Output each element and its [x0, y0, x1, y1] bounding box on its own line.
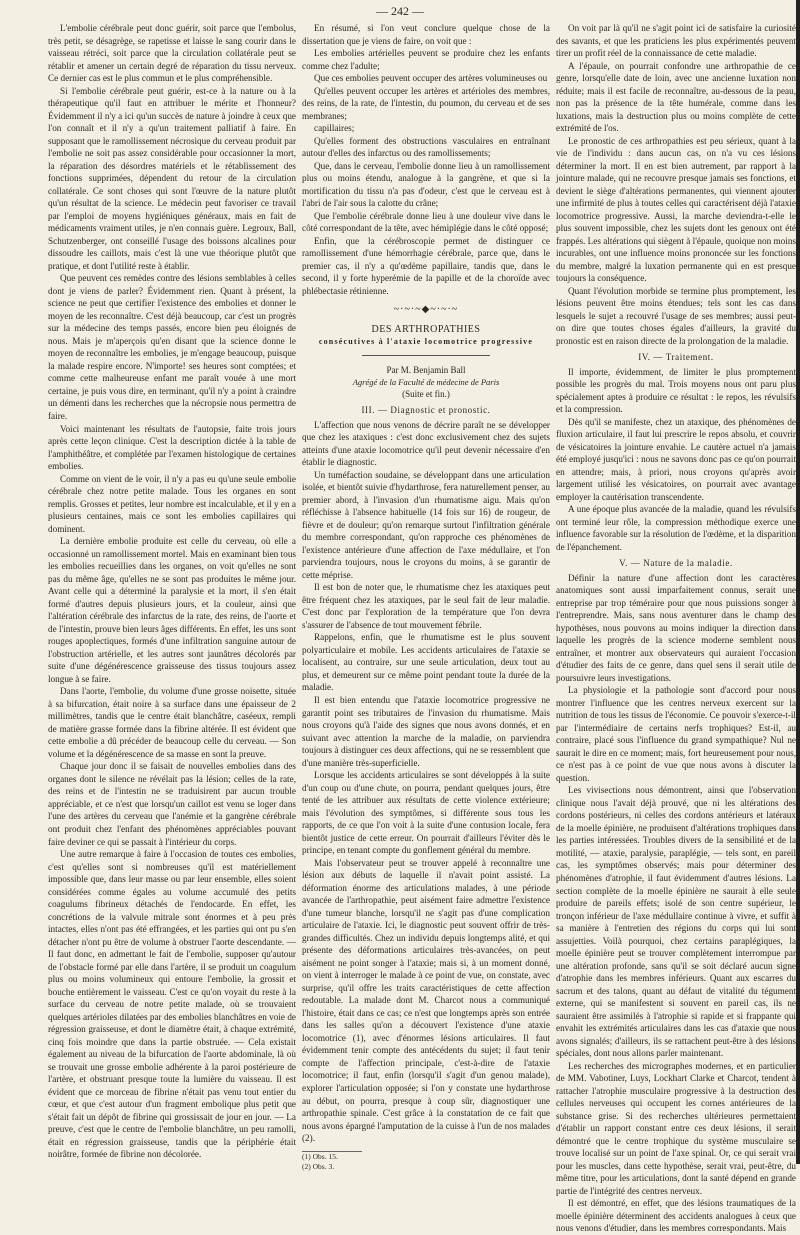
- paragraph: Qu'elles peuvent occuper les artères et artérioles des membres, des reins, de la rate, de l'intestin, du poumon, du cerveau et de ses membranes;: [302, 85, 550, 121]
- paragraph: Quant l'évolution morbide se termine plus promptement, les lésions peuvent être moins étendues; tels sont les cas dans lesquels le sujet a recouvré l'usage de ses membres; aussi peut-on dire que toutes choses égales d'ailleurs, la gravité du pronostic est en raison directe de la prolongation de la maladie.: [556, 285, 796, 346]
- paragraph: Il est démontré, en effet, que des lésions traumatiques de la moelle épinière déterminent des accidents analogues à ceux que nous venons d'étudier, dans les membres correspondants. Mais: [556, 1198, 796, 1234]
- paragraph: A une époque plus avancée de la maladie, quand les révulsifs ont terminé leur rôle, la compression méthodique exerce une influence favorable sur la résolution de l'œdème, et la disparition de l'épanchement.: [556, 504, 796, 552]
- paragraph: Dans l'aorte, l'embolie, du volume d'une grosse noisette, située à sa bifurcation, était noire à sa surface dans une épaisseur de 2 millimètres, tandis que le centre était blanchâtre, caséeux, rempli de matière grasse formée dans la fibrine altérée. Il est évident que cette embolie a dû précéder de beaucoup celle du cerveau. — Son volume et la dégénérescence de sa masse en sont la preuve.: [48, 686, 296, 759]
- column-2: [302, 22, 550, 1171]
- page-number: — 242 —: [376, 4, 424, 18]
- paragraph: Que l'embolie cérébrale donne lieu à une douleur vive dans le côté correspondant de la tête, avec hémiplégie dans le côté opposé;: [302, 210, 550, 234]
- paragraph: Les recherches des micrographes modernes, et en particulier de MM. Vabotiner, Luys, Lockhart Clarke et Charcot, tendent à rattacher l'atrophie musculaire progressive à la destruction des cellules nerveuses qui occupent les cornes antérieures de la substance grise. Si des recherches ultérieures permettaient d'établir un rapport constant entre ces deux lésions, il serait démontré que le centre trophique du système musculaire se trouve localisé sur un point de l'axe spinal. Or, ce qui serait vrai pour les muscles, dans cette hypothèse, serait vrai, peut-être, du même titre, pour les articulations, dont la santé dépend en grande partie de l'intégrité des centres nerveux.: [556, 1060, 796, 1196]
- paragraph: Qu'elles forment des obstructions vasculaires en entraînant autour d'elles des infarctus ou des ramollissements;: [302, 135, 550, 159]
- paragraph: En résumé, si l'on veut conclure quelque chose de la dissertation que je viens de faire, on voit que :: [302, 23, 550, 46]
- paragraph: Que peuvent ces remèdes contre des lésions semblables à celles dont je viens de parler? Évidemment rien. Quant à présent, la science ne peut que certifier l'existence des embolies et donner le moyen de les reconnaître. C'est déjà beaucoup, car c'est un progrès sur la médecine des temps passés, encore bien peu éloignés de nous. Mais je m'aperçois qu'en disant que la science donne le moyen de reconnaître les embolies, je m'engage beaucoup, puisque la malade respire encore. N'importe! ses heures sont comptées; et comme cette malheureuse enfant me paraît vouée à une mort certaine, je puis vous dire, en terminant, qu'il n'y a point à craindre un démenti dans les recherches que la nécropsie nous permettra de faire.: [48, 273, 296, 421]
- paragraph: Rappelons, enfin, que le rhumatisme est le plus souvent polyarticulaire et mobile. Les accidents articulaires de l'ataxie se localisent, au contraire, sur une seule articulation, deux tout au plus, et demeurent sur ce même point pendant toute la durée de la maladie.: [302, 632, 550, 693]
- paragraph: La dernière embolie produite est celle du cerveau, où elle a occasionné un ramollissement mortel. Mais en examinant bien tous les embolies recueillies dans les organes, on voit qu'elles ne sont pas du même âge, qu'elles ne se sont pas produites le même jour. Avant celle qui a déterminé la paralysie et la mort, il s'en était formé d'autres depuis plusieurs jours, et la couleur, ainsi que l'altération cérébrale des infarctus de la rate, des reins, de l'aorte et de l'intestin, prouve bien leurs âges différents. En effet, les uns sont rouges apoplectiques, formés d'une infiltration sanguine autour de l'obstruction artérielle, et les autres sont jaunâtres décolorés par suite d'une dégénérescence graisseuse des tissus toujours assez longue à se faire.: [48, 536, 296, 684]
- article-title: DES ARTHROPATHIES: [371, 323, 481, 335]
- column-3: [556, 22, 796, 1234]
- paragraph: Que ces embolies peuvent occuper des artères volumineuses ou: [314, 73, 548, 84]
- paragraph: La physiologie et la pathologie sont d'accord pour nous montrer l'influence que les centres nerveux exercent sur la nutrition de tous les tissus de l'économie. Ce pouvoir s'exerce-t-il par l'intermédiaire de certains nerfs trophiques? Est-il, au contraire, placé sous l'influence du grand sympathique? Nul ne saurait le dire en ce moment; mais, fort heureusement pour nous, ce n'est pas à ce point de vue que nous avons à discuter la question.: [556, 685, 796, 783]
- paragraph: Il est bien entendu que l'ataxie locomotrice progressive ne garantit point ses tributaires de l'invasion du rhumatisme. Mais nous croyons qu'à l'aide des signes que nous avons donnés, et en suivant avec attention la marche de la maladie, on parviendra toujours à distinguer ces deux affections, qui ne se ressemblent que d'une manière très-superficielle.: [302, 695, 550, 768]
- paragraph: Les vivisections nous démontrent, ainsi que l'observation clinique nous l'avait déjà prouvé, que ni les altérations des cordons postérieurs, ni celles des cordons antérieurs et latéraux de la moelle épinière, ne produisent d'altérations trophiques dans les parties intéressées. Troubles divers de la sensibilité et de la motilité, — ataxie, paralysie, paraplégie, — tels sont, en pareil cas, les symptômes observés; mais pour déterminer des phénomènes d'atrophie, il faut évidemment d'autres lésions. La section complète de la moelle épinière ne saurait à elle seule produire de pareils effets; isolé de son centre supérieur, le tronçon inférieur de l'axe médullaire continue à vivre, et suffit à sa manière à l'entretien des régions du corps qui lui sont assujetties. Voilà pourquoi, chez certains paraplégiques, la moelle épinière peut se trouver complètement interrompue par une altération profonde, sans qu'il se soit déclaré aucun signe d'atrophie dans les membres inférieurs. Quant aux escarres du sacrum et des talons, quant au défaut de vitalité du tégument externe, qui se manifestent si souvent en pareil cas, ils ne sauraient être assimilés à l'atrophie si rapide et si frappante qui envahit les extrémités articulaires dans les cas d'ataxie que nous avons signalés; d'ailleurs, ils se rattachent peut-être à des lésions spéciales, dont nous allons parler maintenant.: [556, 785, 796, 1059]
- paragraph: Chaque jour donc il se faisait de nouvelles embolies dans des organes dont le silence ne révélait pas la lésion; celles de la rate, des reins et de l'intestin ne se traduisirent par aucun trouble appréciable, et ce n'est que lorsqu'un caillot est venu se loger dans l'une des artères du cerveau que l'anémie et la gangrène cérébrale ont produit chez l'enfant des phénomènes appréciables pouvant faire deviner ce qui se passait à l'intérieur du corps.: [48, 761, 296, 847]
- paragraph: Enfin, que la cérébroscopie permet de distinguer ce ramollissement d'une hémorrhagie cérébrale, parce que, dans le premier cas, il n'y a qu'œdème papillaire, tandis que, dans le second, il y forte hyperémie de la papille et de la choroïde avec phlébectasie rétinienne.: [302, 235, 550, 296]
- paragraph: On voit par là qu'il ne s'agit point ici de satisfaire la curiosité des savants, et que les praticiens les plus expérimentés peuvent tirer un profit réel de la connaissance de cette maladie.: [556, 23, 796, 59]
- paragraph: Que, dans le cerveau, l'embolie donne lieu à un ramollissement plus ou moins étendu, analogue à la gangrène, et que si la mortification du tissu n'a pas d'odeur, c'est que le cerveau est à l'abri de l'air sous la calotte du crâne;: [302, 160, 550, 209]
- column-1: [48, 22, 296, 1160]
- paragraph: Le pronostic de ces arthropathies est peu sérieux, quant à la vie de l'individu : dans aucun cas, on n'a vu ces lésions déterminer la mort. Il en est bien autrement, par rapport à la jointure malade, qui ne recouvre presque jamais ses fonctions, et devient le siège d'altérations permanentes, qui viennent ajouter une infirmité de plus à toutes celles qui caractérisent déjà l'ataxie locomotrice progressive. Aussi, la marche deviendra-t-elle le plus souvent impossible, chez les sujets dont les genoux ont été frappés. Les altérations qui siègent à l'épaule, quoique non moins incurables, ont une influence moins prononcée sur les fonctions du membre, malgré la luxation permanente qui en est presque toujours la conséquence.: [556, 135, 796, 284]
- ornament-divider: ~·~·~◆~·~·~: [393, 304, 459, 316]
- paragraph: Il importe, évidemment, de limiter le plus promptement possible les progrès du mal. Trois moyens nous ont paru plus spécialement aptes à produire ce résultat : le repos, les révulsifs et la compression.: [556, 366, 796, 415]
- section-heading: III. — Diagnostic et pronostic.: [361, 405, 491, 416]
- paragraph: Comme on vient de le voir, il n'y a pas eu qu'une seule embolie cérébrale chez notre petite malade. Tous les organes en sont remplis. Grosses et petites, leur nombre est incalculable, et il y en a plusieurs centaines, mais ce sont les embolies capillaires qui dominent.: [48, 473, 296, 534]
- paragraph: Une autre remarque à faire à l'occasion de toutes ces embolies, c'est qu'elles sont si nombreuses qu'il est matériellement impossible que, dans leur masse ou par leur ensemble, elles soient considérées comme égales au volume accumulé des petits coagulums fibrineux détachés de l'endocarde. En effet, les concrétions de la valvule mitrale sont énormes et à peu près intactes, elles n'ont pas été effrangées, et les parties qui ont pu s'en détacher n'ont pu être de volume à obstruer l'aorte descendante. — Il faut donc, en admettant le fait de l'embolie, supposer qu'autour de l'obstacle formé par elle dans l'artère, il se produit un coagulum plus ou moins volumineux qui entoure l'embolie, la grossit et bouche entièrement le vaisseau. C'est ce qu'on voyait du reste à la surface du cerveau de notre petite malade, où se trouvaient quelques artérioles dilatées par des embolies blanchâtres en voie de régression graisseuse, et dont le diamètre était, à chaque extrémité, cinq fois moindre que dans la partie obstruée. — Cela existait également au niveau de la bifurcation de l'aorte abdominale, là où se trouvait une grosse embolie adhérente à la paroi postérieure de l'artère, et obstruant presque toute la lumière du vaisseau. Il est évident que ce morceau de fibrine n'était pas venu tout entier du cœur, et que c'est autour d'un fragment embolique plus petit que s'était fait un dépôt de fibrine qui grossissait de jour en jour. — La preuve, c'est que le centre de l'embolie blanchâtre, un peu ramolli, était en régression graisseuse, tandis que la périphérie était noirâtre, formée de fibrine non décolorée.: [48, 849, 296, 1160]
- paragraph: Dès qu'il se manifeste, chez un ataxique, des phénomènes de fluxion articulaire, il faut lui prescrire le repos absolu, et couvrir de vésicatoires la jointure envahie. Le cautère actuel n'a jamais été employé jusqu'ici : nous ne savons donc pas ce qu'on pourrait en attendre; mais, à priori, nous croyons qu'après avoir largement utilisé les vésicatoires, on pourrait avec avantage employer la cautérisation transcendente.: [556, 416, 796, 502]
- footnote: (1) Obs. 15.: [302, 1151, 338, 1161]
- paragraph: Définir la nature d'une affection dont les caractères anatomiques sont aussi imparfaitement connus, serait une entreprise par trop téméraire pour que nous puissions songer à l'entreprendre. Mais, sans nous aventurer dans le champ des hypothèses, nous pouvons au moins indiquer la direction dans laquelle les progrès de la science moderne semblent nous entraîner, et montrer aux observateurs qui auraient l'occasion d'étudier des faits de ce genre, dans quel sens il serait utile de poursuivre leurs investigations.: [556, 572, 796, 683]
- article-subtitle: consécutives à l'ataxie locomotrice progressive: [318, 336, 534, 346]
- paragraph: L'affection que nous venons de décrire paraît ne se développer que chez les ataxiques : c'est donc exclusivement chez des sujets atteints d'une ataxie locomotrice qu'il peut devenir nécessaire d'en établir le diagnostic.: [302, 419, 550, 468]
- paragraph: Un tuméfaction soudaine, se développant dans une articulation isolée, et bientôt suivie d'hydarthrose, fera naturellement penser, au premier abord, à l'invasion d'un rhumatisme aigu. Mais qu'on réfléchisse à l'absence habituelle (14 fois sur 16) de rougeur, de fièvre et de douleur; qu'on remarque surtout l'infiltration générale du membre correspondant, qu'on rapproche ces phénomènes de l'existence antérieure d'une affection de l'axe médullaire, et l'on parviendra toujours, nous le croyons du moins, à se garantir de cette méprise.: [302, 469, 550, 580]
- paragraph: Voici maintenant les résultats de l'autopsie, faite trois jours après cette leçon clinique. C'est la description dictée à la table de l'amphithéâtre, et complétée par l'examen histologique de certaines embolies.: [48, 423, 296, 472]
- section-heading: IV. — Traitement.: [638, 352, 714, 363]
- paragraph: A l'épaule, on pourrait confondre une arthropathie de ce genre, lorsqu'elle date de loin, avec une ancienne luxation non réduite; mais il est facile de reconnaître, au-dessous de la peau, non pas la présence de la tête humérale, comme dans les luxations, mais la destruction plus ou moins complète de cette extrémité de l'os.: [556, 60, 796, 134]
- section-heading: V. — Nature de la maladie.: [619, 558, 733, 569]
- paragraph: L'embolie cérébrale peut donc guérir, soit parce que l'embolus, très petit, se désagrège, se rapetisse et laisse le sang courir dans le vaisseau rétréci, soit parce que la circulation collatérale peut se rétablir et amener un certain degré de réparation du tissu nerveux. Ce dernier cas est le plus commun et le plus compréhensible.: [48, 23, 296, 84]
- article-author: Par M. Benjamin Ball: [386, 365, 466, 376]
- paragraph: Les embolies artérielles peuvent se produire chez les enfants comme chez l'adulte;: [302, 48, 550, 71]
- binding-edge: [796, 0, 800, 1164]
- paragraph: capillaires;: [314, 123, 355, 134]
- paragraph: Lorsque les accidents articulaires se sont développés à la suite d'un coup ou d'une chute, on pourra, pendant quelques jours, être tenté de les attribuer aux résultats de cette violence extérieure; mais l'évolution des symptômes, si différente sous tous les rapports, de ce que l'on voit à la suite d'une contusion locale, fera bientôt justice de cette erreur. On pourrait d'ailleurs l'éviter dès le principe, en tenant compte du gonflement général du membre.: [302, 770, 550, 856]
- author-affiliation: Agrégé de la Faculté de médecine de Paris: [352, 376, 500, 387]
- footnote: (2) Obs. 3.: [302, 1161, 335, 1171]
- paragraph: Si l'embolie cérébrale peut guérir, est-ce à la nature ou à la thérapeutique qu'il faut en attribuer le mérite et l'honneur? Évidemment il n'y a ici qu'un succès de nature à joindre à ceux que l'on connaît et il n'y a qu'un traitement palliatif à faire. En supposant que le ramollissement nécrosique du cerveau produit par l'embolie ne soit pas assez considérable pour occasionner la mort, la réparation des désordres matériels et le rétablissement des fonctions supprimées, dépendent du retour de la circulation collatérale. Ce sont choses qui sont l'œuvre de la nature plutôt qu'un résultat de la science. Le médecin peut favoriser ce travail par l'emploi de moyens hygiéniques généraux, mais en fait de médicaments vraiment utiles, je n'en connais guère. Legroux, Ball, Schutzenberger, ont conseillé l'usage des boissons alcalines pour dissoudre les caillots, mais c'est là une vue théorique plutôt que pratique, et dont l'utilité reste à établir.: [48, 85, 296, 271]
- paragraph: Il est bon de noter que, le rhumatisme chez les ataxiques peut être fréquent chez les ataxiques, par le seul fait de leur maladie. C'est donc par l'exploration de la température que l'on devra s'assurer de l'absence de tout mouvement fébrile.: [302, 582, 550, 630]
- rule: [362, 355, 490, 356]
- continued-note: (Suite et fin.): [402, 389, 450, 400]
- paragraph: Mais l'observateur peut se trouver appelé à reconnaître une lésion aux débuts de laquelle il n'avait point assisté. La déformation énorme des articulations malades, à une période avancée de l'arthropathie, peut aisément faire admettre l'existence d'une tumeur blanche, lorsqu'il ne s'agit pas d'une complication articulaire de l'ataxie. Ici, le diagnostic peut souvent offrir de très-grandes difficultés. Chez un individu depuis longtemps alité, et qui présente des déformations articulaires très-avancées, on peut aisément ne point songer à l'ataxie; mais si, à un moment donné, on vient à interroger le malade à ce point de vue, on constate, avec surprise, qu'il offre les traits caractéristiques de cette affection redoutable. La malade dont M. Charcot nous a communiqué l'histoire, était dans ce cas; ce n'est que longtemps après son entrée dans les salles qu'on a découvert l'existence d'une ataxie locomotrice (1), avec d'énormes lésions articulaires. Il faut évidemment tenir compte des antécédents du sujet; il faut tenir compte de l'affection principale, c'est-à-dire de l'ataxie locomotrice; il faut, enfin (lorsqu'il s'agit d'un genou malade), explorer l'articulation opposée; si l'on y constate une hydarthrose au début, on pourra, presque à coup sûr, diagnostiquer une arthropathie spinale. C'est grâce à la constatation de ce fait que nous avons épargné l'amputation de la cuisse à l'un de nos malades (2).: [302, 857, 550, 1144]
